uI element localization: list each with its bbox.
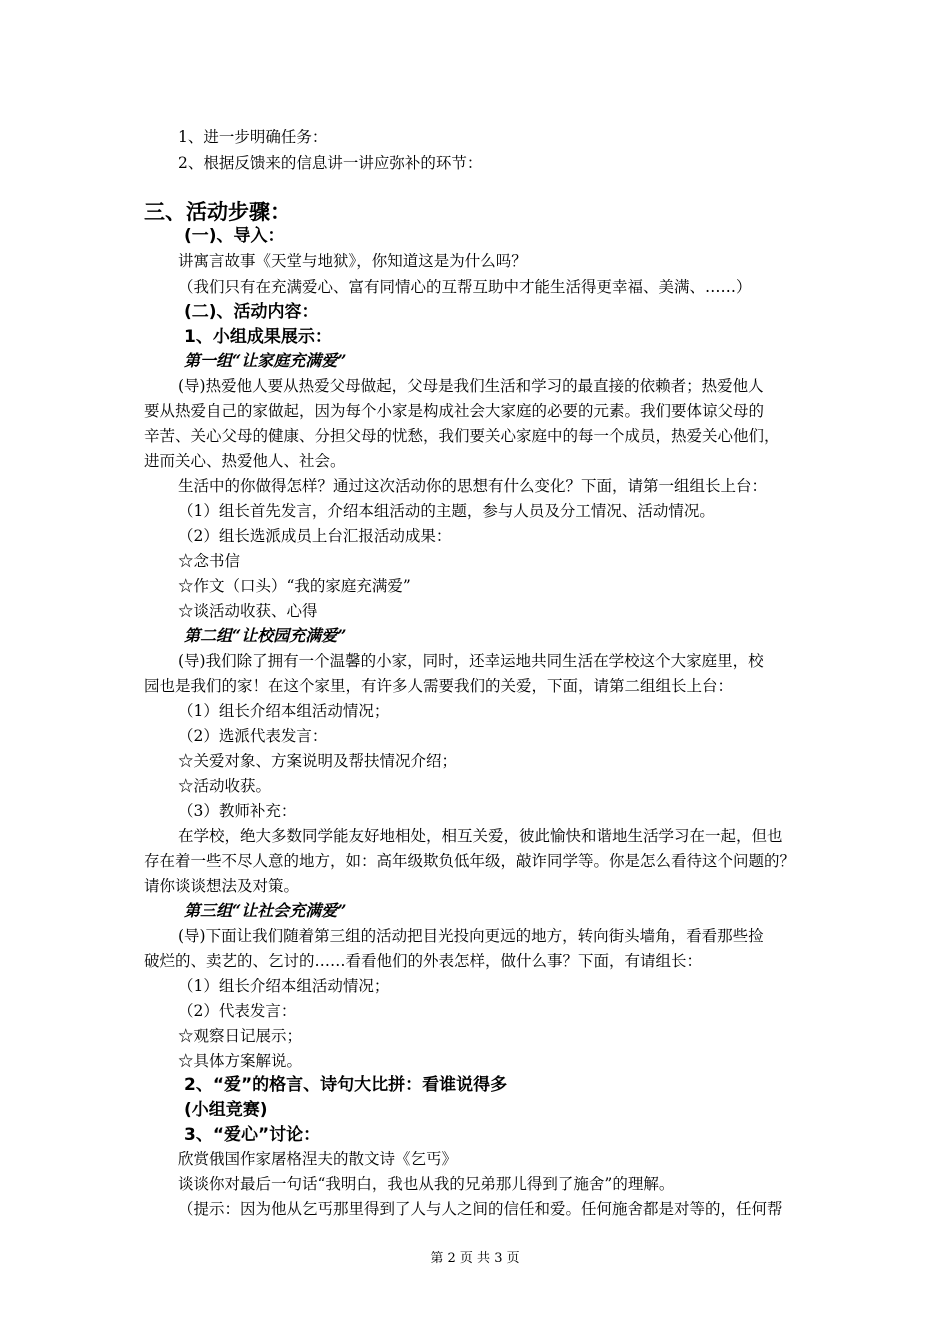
- text-line: 进而关心、热爱他人、社会。: [144, 452, 346, 470]
- text-line: （2）代表发言：: [178, 1002, 297, 1020]
- text-line: 谈谈你对最后一句话“我明白，我也从我的兄弟那儿得到了施舍”的理解。: [178, 1175, 675, 1193]
- section-heading: 三、活动步骤：: [144, 200, 291, 224]
- text-line: 生活中的你做得怎样？通过这次活动你的思想有什么变化？下面，请第一组组长上台：: [178, 477, 768, 495]
- text-line: 1、进一步明确任务：: [178, 128, 328, 146]
- subsection-heading: 1、小组成果展示：: [184, 327, 332, 347]
- text-line: （我们只有在充满爱心、富有同情心的互帮互助中才能生活得更幸福、美满、……）: [178, 278, 752, 296]
- text-line: ☆观察日记展示；: [178, 1027, 303, 1045]
- text-line: ☆谈活动收获、心得: [178, 602, 318, 620]
- page-footer: 第 2 页 共 3 页: [430, 1251, 520, 1266]
- subsection-heading: 2、“爱”的格言、诗句大比拼：看谁说得多: [184, 1075, 508, 1095]
- text-line: （1）组长介绍本组活动情况；: [178, 977, 390, 995]
- text-line: (导)我们除了拥有一个温馨的小家，同时，还幸运地共同生活在学校这个大家庭里，校: [178, 652, 764, 670]
- text-line: 2、根据反馈来的信息讲一讲应弥补的环节：: [178, 154, 483, 172]
- subsection-heading: (小组竞赛): [184, 1100, 268, 1120]
- text-line: ☆作文（口头）“我的家庭充满爱”: [178, 577, 411, 595]
- text-line: 存在着一些不尽人意的地方，如：高年级欺负低年级，敲诈同学等。你是怎么看待这个问题的？: [144, 852, 796, 870]
- group-heading: 第三组“让社会充满爱”: [184, 901, 347, 920]
- text-line: 请你谈谈想法及对策。: [144, 877, 300, 895]
- group-heading: 第一组“让家庭充满爱”: [184, 351, 347, 370]
- subsection-heading: (一)、导入：: [184, 226, 285, 246]
- text-line: 破烂的、卖艺的、乞讨的……看看他们的外表怎样，做什么事？下面，有请组长：: [144, 952, 703, 970]
- text-line: （2）组长选派成员上台汇报活动成果：: [178, 527, 452, 545]
- text-line: (导)热爱他人要从热爱父母做起，父母是我们生活和学习的最直接的依赖者；热爱他人: [178, 377, 764, 395]
- text-line: ☆关爱对象、方案说明及帮扶情况介绍；: [178, 752, 458, 770]
- text-line: （1）组长首先发言，介绍本组活动的主题，参与人员及分工情况、活动情况。: [178, 502, 715, 520]
- text-line: 要从热爱自己的家做起，因为每个小家是构成社会大家庭的必要的元素。我们要体谅父母的: [144, 402, 765, 420]
- text-line: （提示：因为他从乞丐那里得到了人与人之间的信任和爱。任何施舍都是对等的，任何帮: [178, 1200, 783, 1218]
- text-line: （1）组长介绍本组活动情况；: [178, 702, 390, 720]
- group-heading: 第二组“让校园充满爱”: [184, 626, 347, 645]
- text-line: 讲寓言故事《天堂与地狱》，你知道这是为什么吗？: [178, 252, 527, 270]
- subsection-heading: 3、“爱心”讨论：: [184, 1125, 321, 1145]
- text-line: （2）选派代表发言：: [178, 727, 328, 745]
- text-line: 欣赏俄国作家屠格涅夫的散文诗《乞丐》: [178, 1150, 458, 1168]
- text-line: 在学校，绝大多数同学能友好地相处，相互关爱，彼此愉快和谐地生活学习在一起，但也: [178, 827, 783, 845]
- text-line: 辛苦、关心父母的健康、分担父母的忧愁，我们要关心家庭中的每一个成员，热爱关心他们，: [144, 427, 780, 445]
- text-line: 园也是我们的家！在这个家里，有许多人需要我们的关爱，下面，请第二组组长上台：: [144, 677, 734, 695]
- text-line: （3）教师补充：: [178, 802, 297, 820]
- text-line: ☆具体方案解说。: [178, 1052, 303, 1070]
- subsection-heading: (二)、活动内容：: [184, 302, 319, 322]
- text-line: ☆念书信: [178, 552, 241, 570]
- text-line: (导)下面让我们随着第三组的活动把目光投向更远的地方，转向街头墙角，看看那些捡: [178, 927, 764, 945]
- text-line: ☆活动收获。: [178, 777, 272, 795]
